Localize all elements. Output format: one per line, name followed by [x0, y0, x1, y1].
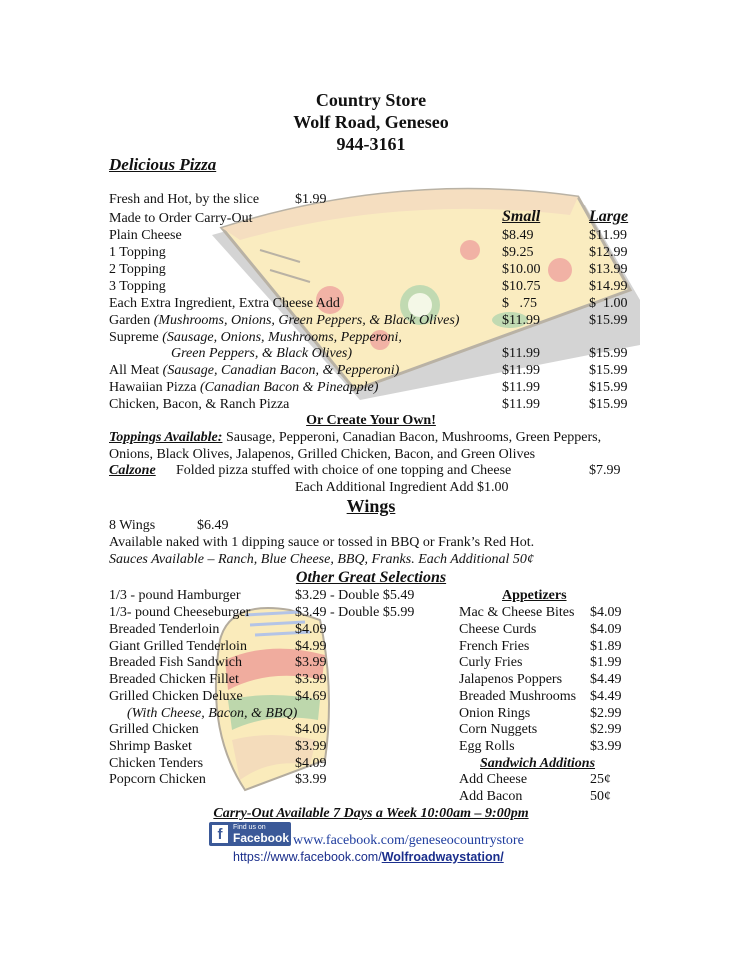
pizza-item-desc: (Sausage, Onions, Mushrooms, Pepperoni,: [162, 330, 402, 345]
col-large: Large: [589, 208, 629, 225]
other-item-name: Breaded Chicken Fillet: [109, 672, 239, 687]
addition-price: 50¢: [590, 789, 611, 804]
other-item-name: Popcorn Chicken: [109, 772, 206, 787]
other-item-name: Giant Grilled Tenderloin: [109, 639, 247, 654]
store-address: Wolf Road, Geneseo: [293, 112, 449, 132]
other-item-price: $4.09: [295, 722, 327, 737]
pizza-item-name: Garden: [109, 313, 151, 328]
store-phone: 944-3161: [336, 134, 406, 154]
pizza-item-large: $15.99: [589, 397, 628, 412]
calzone-extra: Each Additional Ingredient Add $1.00: [295, 480, 509, 495]
pizza-item-small: $10.75: [502, 279, 541, 294]
other-item-name: 1/3 - pound Hamburger: [109, 588, 241, 603]
pizza-item-small: $10.00: [502, 262, 541, 277]
pizza-item-name: Each Extra Ingredient, Extra Cheese Add: [109, 296, 340, 311]
appetizer-price: $4.09: [590, 622, 622, 637]
other-item-name: Chicken Tenders: [109, 756, 204, 771]
appetizer-price: $1.99: [590, 655, 622, 670]
pizza-item-small: $ .75: [502, 296, 537, 311]
pizza-item-large: $14.99: [589, 279, 628, 294]
pizza-item-row: [109, 329, 402, 346]
pizza-item-row: [109, 312, 459, 329]
pizza-item-desc: (Mushrooms, Onions, Green Peppers, & Black Olives): [153, 313, 460, 328]
facebook-link-1[interactable]: www.facebook.com/geneseocountrystore: [293, 833, 524, 848]
toppings-list-cont: Onions, Black Olives, Jalapenos, Grilled Chicken, Bacon, and Green Olives: [109, 447, 536, 462]
pizza-item-name: 3 Topping: [109, 279, 166, 294]
sandwich-additions-heading: Sandwich Additions: [480, 756, 596, 771]
pizza-item-large: $ 1.00: [589, 296, 628, 311]
pizza-item-large: $15.99: [589, 380, 628, 395]
wings-desc: Available naked with 1 dipping sauce or tossed in BBQ or Frank’s Red Hot.: [109, 535, 535, 550]
pizza-item-small: $11.99: [502, 397, 540, 412]
pizza-heading: Delicious Pizza: [109, 155, 217, 174]
pizza-item-desc: (Canadian Bacon & Pineapple): [199, 380, 379, 395]
other-item-price: $4.09: [295, 622, 327, 637]
appetizer-name: Jalapenos Poppers: [459, 672, 563, 687]
hours-text: Carry-Out Available 7 Days a Week 10:00am – 9:00pm: [213, 806, 529, 821]
appetizer-price: $2.99: [590, 722, 622, 737]
pizza-item-small: $11.99: [502, 313, 540, 328]
pizza-item-desc-cont: Green Peppers, & Black Olives): [171, 346, 353, 361]
facebook-badge[interactable]: [209, 822, 291, 846]
calzone-label: Calzone: [109, 463, 156, 478]
appetizer-name: Onion Rings: [459, 706, 531, 721]
appetizer-price: $4.49: [590, 672, 622, 687]
slice-label: Fresh and Hot, by the slice: [109, 192, 260, 207]
facebook-badge-label: Facebook: [233, 831, 290, 845]
calzone-price: $7.99: [589, 463, 621, 478]
other-item-name: Grilled Chicken Deluxe: [109, 689, 243, 704]
pizza-item-large: $13.99: [589, 262, 628, 277]
pizza-item-small: $11.99: [502, 363, 540, 378]
other-item-price: $3.49 - Double $5.99: [295, 605, 415, 620]
facebook-icon: f: [212, 825, 228, 843]
appetizer-name: Curly Fries: [459, 655, 523, 670]
other-item-price: $4.69: [295, 689, 327, 704]
other-item-price: $3.99: [295, 772, 327, 787]
pizza-item-large: $15.99: [589, 313, 628, 328]
slice-price: $1.99: [295, 192, 327, 207]
other-item-price: $4.09: [295, 756, 327, 771]
appetizer-name: Breaded Mushrooms: [459, 689, 577, 704]
pizza-item-small: $11.99: [502, 380, 540, 395]
pizza-item-small: $9.25: [502, 245, 534, 260]
other-item-name: Shrimp Basket: [109, 739, 192, 754]
other-item-name: Grilled Chicken: [109, 722, 199, 737]
other-item-price: $4.99: [295, 639, 327, 654]
pizza-item-name: Plain Cheese: [109, 228, 182, 243]
appetizer-name: Egg Rolls: [459, 739, 515, 754]
wings-price: $6.49: [197, 518, 229, 533]
toppings-list: Sausage, Pepperoni, Canadian Bacon, Mushrooms, Green Peppers,: [222, 430, 602, 445]
pizza-item-name: Hawaiian Pizza: [109, 380, 197, 395]
addition-name: Add Cheese: [459, 772, 528, 787]
pizza-item-large: $11.99: [589, 228, 627, 243]
appetizer-name: Corn Nuggets: [459, 722, 538, 737]
create-own-heading: Or Create Your Own!: [306, 413, 436, 428]
pizza-item-name: Supreme: [109, 330, 159, 345]
other-item-price: $3.99: [295, 739, 327, 754]
pizza-item-name: 2 Topping: [109, 262, 166, 277]
addition-price: 25¢: [590, 772, 611, 787]
calzone-desc: Folded pizza stuffed with choice of one topping and Cheese: [176, 463, 512, 478]
other-item-name: Breaded Fish Sandwich: [109, 655, 242, 670]
pizza-item-small: $11.99: [502, 346, 540, 361]
facebook-link-2[interactable]: [233, 849, 504, 866]
pizza-item-large: $15.99: [589, 346, 628, 361]
appetizer-name: Mac & Cheese Bites: [459, 605, 575, 620]
pizza-item-large: $15.99: [589, 363, 628, 378]
pizza-item-large: $12.99: [589, 245, 628, 260]
store-name: Country Store: [315, 90, 427, 110]
appetizer-price: $1.89: [590, 639, 622, 654]
appetizer-price: $4.49: [590, 689, 622, 704]
other-item-price: $3.99: [295, 672, 327, 687]
appetizer-price: $2.99: [590, 706, 622, 721]
wings-heading: Wings: [346, 496, 396, 516]
other-item-name: 1/3- pound Cheeseburger: [109, 605, 251, 620]
pizza-item-row: [109, 362, 399, 379]
pizza-item-small: $8.49: [502, 228, 534, 243]
pizza-item-desc: (Sausage, Canadian Bacon, & Pepperoni): [162, 363, 400, 378]
toppings-line: [109, 429, 601, 446]
col-small: Small: [502, 208, 541, 225]
facebook-link-2-prefix: https://www.facebook.com/: [233, 850, 382, 864]
addition-name: Add Bacon: [459, 789, 523, 804]
appetizers-heading: Appetizers: [502, 588, 567, 603]
other-item-price: $3.29 - Double $5.49: [295, 588, 415, 603]
appetizer-price: $3.99: [590, 739, 622, 754]
pizza-item-name: 1 Topping: [109, 245, 166, 260]
toppings-label: Toppings Available:: [109, 430, 223, 445]
facebook-link-2-page: Wolfroadwaystation/: [381, 850, 504, 864]
appetizer-name: French Fries: [459, 639, 530, 654]
pizza-item-row: [109, 379, 378, 396]
pizza-item-name: All Meat: [109, 363, 160, 378]
other-item-note: (With Cheese, Bacon, & BBQ): [127, 706, 298, 721]
other-heading: Other Great Selections: [295, 569, 447, 586]
facebook-badge-small: Find us on: [233, 824, 266, 831]
other-item-name: Breaded Tenderloin: [109, 622, 220, 637]
carryout-label: Made to Order Carry-Out: [109, 211, 253, 226]
wings-label: 8 Wings: [109, 518, 156, 533]
appetizer-name: Cheese Curds: [459, 622, 537, 637]
wings-sauces: Sauces Available – Ranch, Blue Cheese, BBQ, Franks. Each Additional 50¢: [109, 552, 534, 567]
pizza-item-name: Chicken, Bacon, & Ranch Pizza: [109, 397, 290, 412]
other-item-price: $3.99: [295, 655, 327, 670]
appetizer-price: $4.09: [590, 605, 622, 620]
